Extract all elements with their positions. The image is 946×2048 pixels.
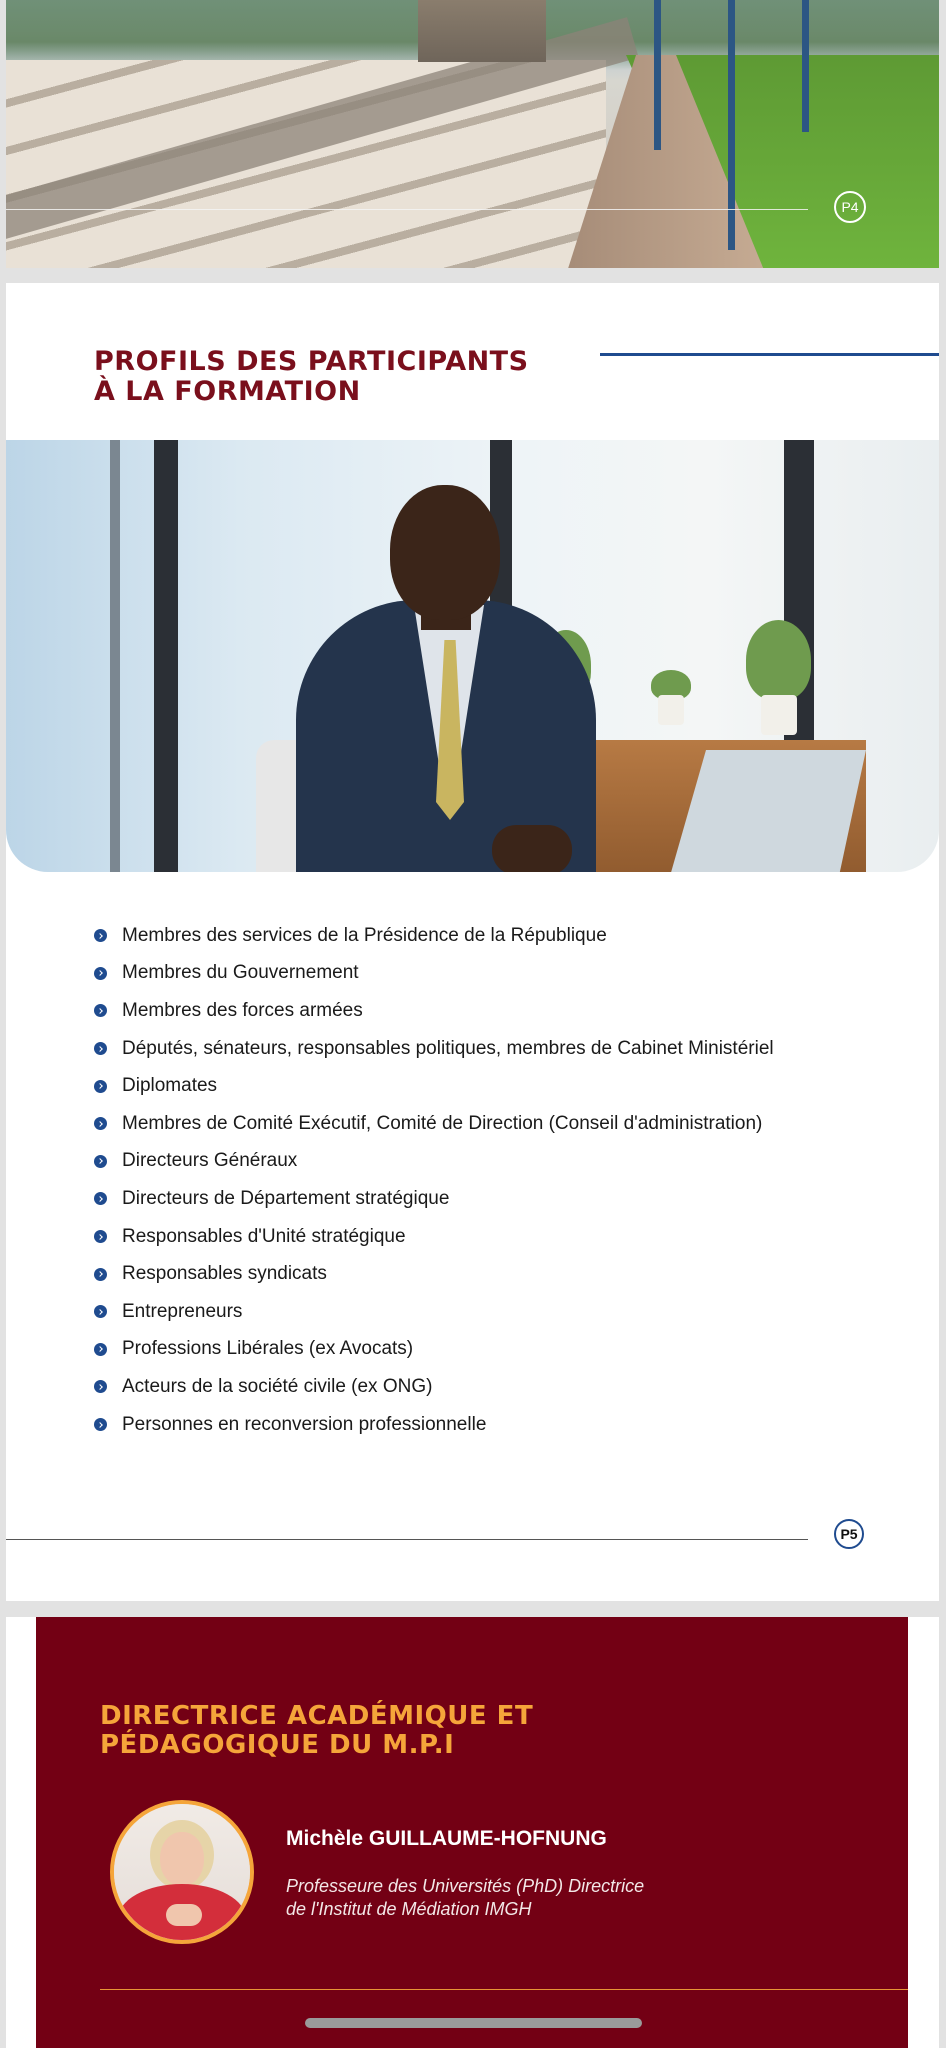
lamp-pole <box>802 0 809 132</box>
page5-number-badge: P5 <box>834 1519 864 1549</box>
chevron-bullet-icon <box>94 1155 107 1168</box>
list-item <box>94 1406 774 1444</box>
list-item-text: Responsables d'Unité stratégique <box>122 1225 406 1247</box>
list-item-text: Directeurs Généraux <box>122 1150 298 1172</box>
participant-profile-list <box>94 917 774 1443</box>
list-item-text: Membres de Comité Exécutif, Comité de Direction (Conseil d'administration) <box>122 1112 763 1134</box>
list-item <box>94 955 774 993</box>
list-item <box>94 1180 774 1218</box>
list-item-text: Personnes en reconversion professionnelle <box>122 1413 487 1435</box>
page6-rule <box>100 1989 908 1990</box>
chevron-bullet-icon <box>94 1268 107 1281</box>
chevron-bullet-icon <box>94 1305 107 1318</box>
chevron-bullet-icon <box>94 1380 107 1393</box>
chevron-bullet-icon <box>94 1230 107 1243</box>
list-item-text: Membres des forces armées <box>122 999 363 1021</box>
heading-rule <box>600 353 939 356</box>
role-line: de l'Institut de Médiation IMGH <box>286 1899 532 1919</box>
list-item-text: Membres des services de la Présidence de la République <box>122 924 607 946</box>
list-item <box>94 1067 774 1105</box>
list-item <box>94 1368 774 1406</box>
list-item-text: Acteurs de la société civile (ex ONG) <box>122 1375 433 1397</box>
list-item <box>94 1143 774 1181</box>
list-item-text: Diplomates <box>122 1075 218 1097</box>
plant <box>746 620 811 700</box>
list-item-text: Entrepreneurs <box>122 1300 243 1322</box>
role-line: Professeure des Universités (PhD) Directrice <box>286 1876 645 1896</box>
page4-number-badge: P4 <box>834 191 866 223</box>
list-item <box>94 1105 774 1143</box>
chevron-bullet-icon <box>94 1192 107 1205</box>
list-item <box>94 1255 774 1293</box>
list-item <box>94 992 774 1030</box>
home-indicator[interactable] <box>305 2018 642 2028</box>
plant-pot <box>658 695 684 725</box>
page4-photo-banner <box>6 0 939 268</box>
page5-footer-rule <box>6 1539 808 1540</box>
plant-pot <box>761 695 797 735</box>
page6 <box>6 1617 939 2048</box>
list-item <box>94 1218 774 1256</box>
lamp-pole <box>654 0 661 150</box>
clasped-hands <box>492 825 572 872</box>
director-heading <box>100 1702 533 1760</box>
lamp-pole <box>728 0 735 250</box>
businessman-photo <box>6 440 939 872</box>
portrait-face <box>160 1832 204 1886</box>
director-portrait <box>110 1800 254 1944</box>
chevron-bullet-icon <box>94 1343 107 1356</box>
chevron-bullet-icon <box>94 929 107 942</box>
list-item-text: Directeurs de Département stratégique <box>122 1187 450 1209</box>
chevron-bullet-icon <box>94 1117 107 1130</box>
list-item-text: Membres du Gouvernement <box>122 962 359 984</box>
window-frame <box>110 440 120 872</box>
heading-line: DIRECTRICE ACADÉMIQUE ET <box>100 1701 534 1731</box>
participants-heading <box>94 347 529 407</box>
page5 <box>6 283 939 1601</box>
heading-line: À LA FORMATION <box>94 376 361 407</box>
list-item-text: Responsables syndicats <box>122 1263 327 1285</box>
heading-line: PÉDAGOGIQUE DU M.P.I <box>100 1730 455 1760</box>
list-item <box>94 1331 774 1369</box>
list-item-text: Professions Libérales (ex Avocats) <box>122 1338 414 1360</box>
chevron-bullet-icon <box>94 967 107 980</box>
list-item <box>94 917 774 955</box>
chevron-bullet-icon <box>94 1418 107 1431</box>
list-item <box>94 1293 774 1331</box>
head <box>390 485 500 620</box>
page4-footer-rule <box>6 209 808 210</box>
chevron-bullet-icon <box>94 1042 107 1055</box>
chevron-bullet-icon <box>94 1004 107 1017</box>
list-item-text: Députés, sénateurs, responsables politiques, membres de Cabinet Ministériel <box>122 1037 774 1059</box>
window-frame <box>154 440 178 872</box>
maroon-panel <box>36 1617 908 2048</box>
list-item <box>94 1030 774 1068</box>
chevron-bullet-icon <box>94 1080 107 1093</box>
heading-line: PROFILS DES PARTICIPANTS <box>94 346 529 377</box>
director-role <box>286 1875 644 1921</box>
portrait-hands <box>166 1904 202 1926</box>
monument <box>418 0 546 62</box>
director-name: Michèle GUILLAUME-HOFNUNG <box>286 1827 607 1850</box>
